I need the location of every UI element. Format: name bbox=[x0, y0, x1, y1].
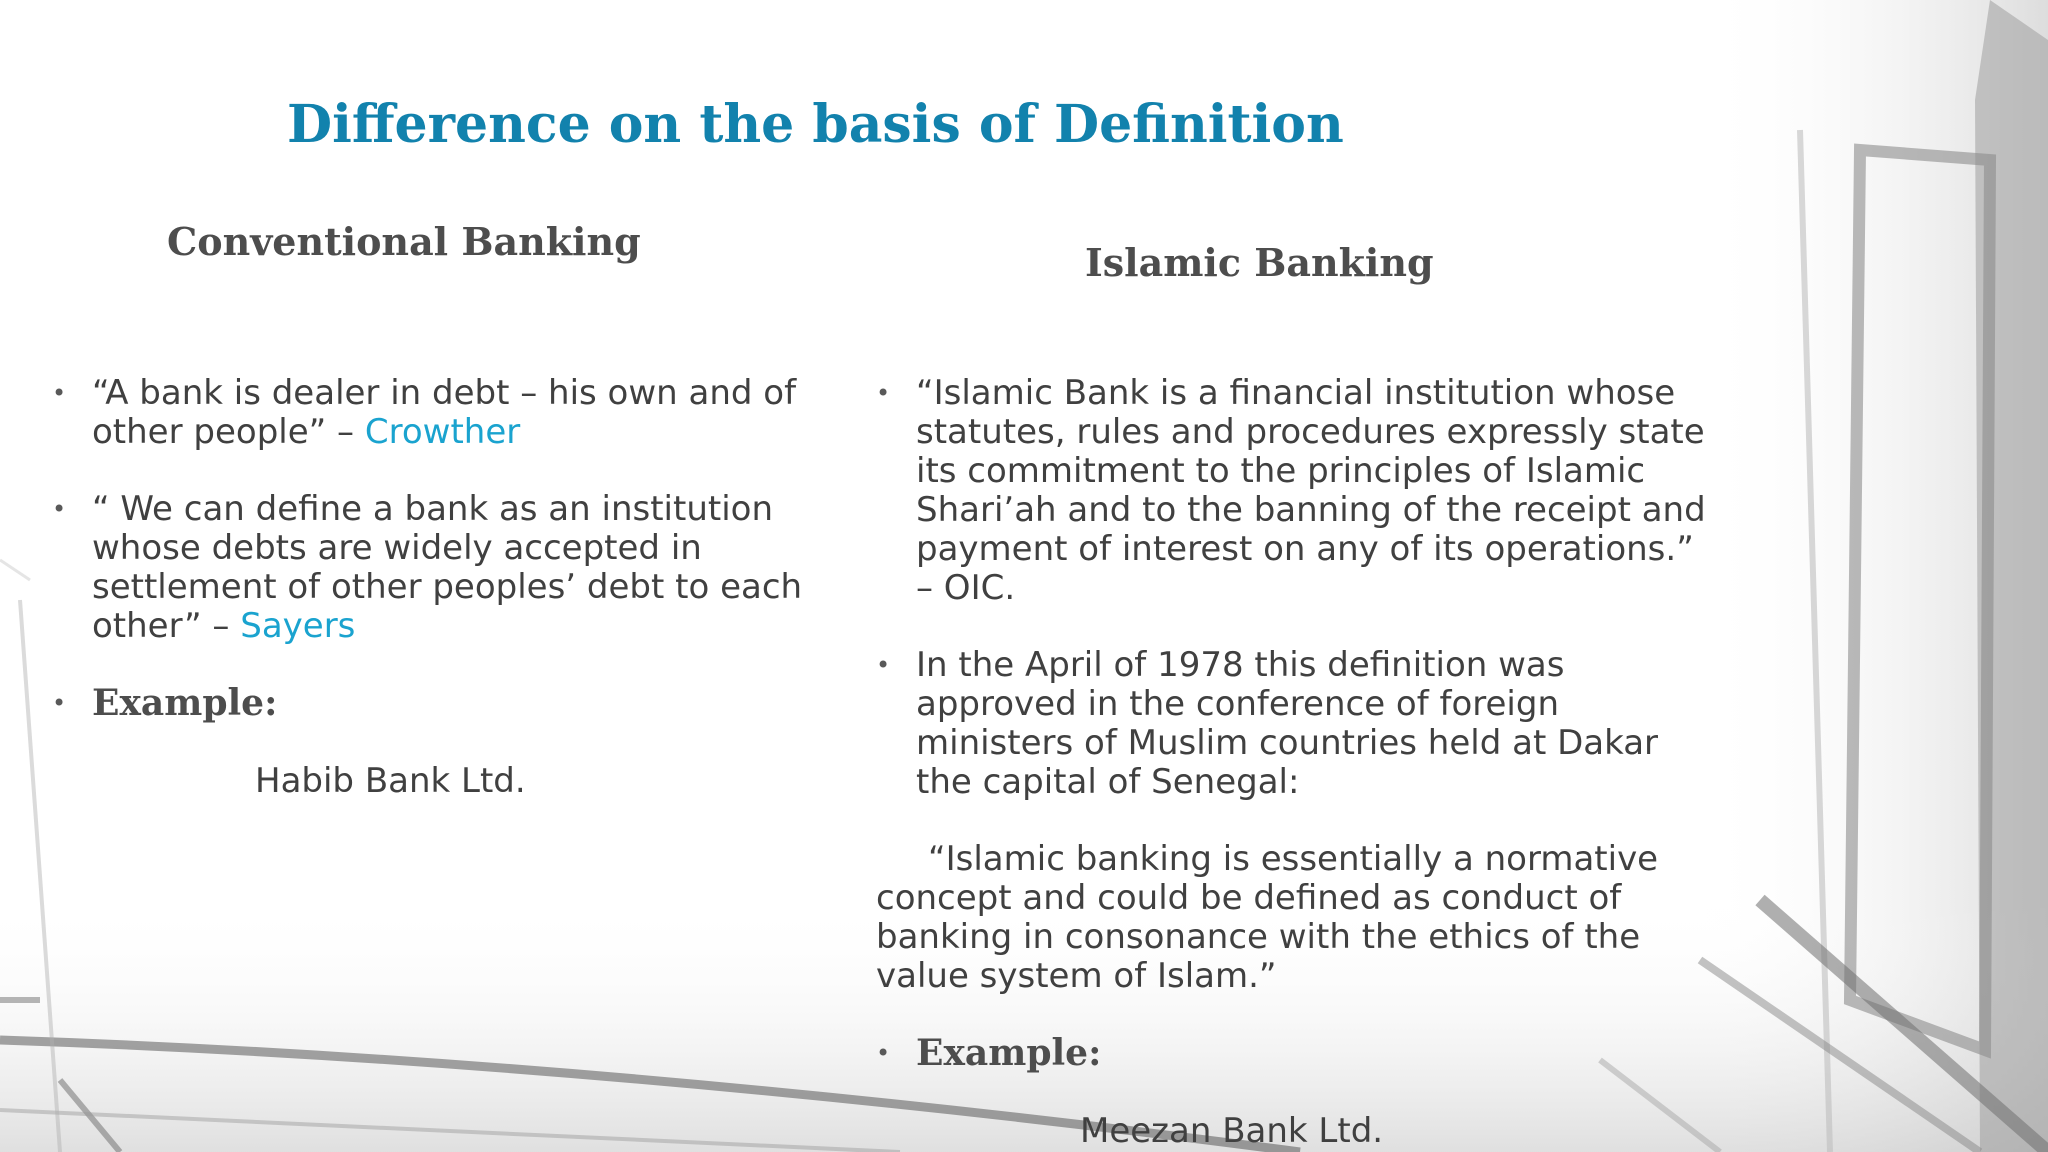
quote-text: “Islamic banking is essentially a normative concept and could be defined as conduct of banking in consonance with the ethics of the value system of Islam.” bbox=[876, 839, 1659, 996]
list-item bbox=[876, 374, 1706, 608]
example-value: Habib Bank Ltd. bbox=[255, 761, 526, 801]
list-item bbox=[52, 374, 812, 452]
definition-text: “Islamic Bank is a financial institution whose statutes, rules and procedures expressly state its commitment to the principles of Islamic Shari’ah and to the banning of the receipt and payment of interest on any of its operations.” – OIC. bbox=[916, 373, 1706, 608]
bullet-icon: • bbox=[52, 379, 67, 407]
conventional-definitions-list bbox=[52, 374, 812, 801]
list-item bbox=[52, 684, 812, 724]
bullet-icon: • bbox=[52, 689, 67, 717]
islamic-definitions-list bbox=[876, 374, 1706, 1151]
definition-text: “A bank is dealer in debt – his own and of other people” – bbox=[92, 373, 797, 452]
example-value: Meezan Bank Ltd. bbox=[1080, 1111, 1384, 1151]
list-item bbox=[52, 490, 812, 646]
list-item bbox=[876, 1034, 1706, 1074]
definition-source: Sayers bbox=[240, 606, 356, 646]
list-item bbox=[876, 646, 1706, 802]
bullet-icon: • bbox=[52, 495, 67, 523]
definition-text: “ We can define a bank as an institution whose debts are widely accepted in settlement of other peoples’ debt to each other” – bbox=[92, 489, 803, 646]
example-label: Example: bbox=[916, 1032, 1102, 1074]
slide-title: Difference on the basis of Definition bbox=[287, 94, 1344, 155]
definition-source: Crowther bbox=[364, 412, 521, 452]
bullet-icon: • bbox=[876, 1039, 891, 1067]
bullet-icon: • bbox=[876, 379, 891, 407]
conventional-banking-heading: Conventional Banking bbox=[167, 219, 641, 264]
example-label: Example: bbox=[92, 682, 278, 724]
bullet-icon: • bbox=[876, 651, 891, 679]
definition-text: In the April of 1978 this definition was approved in the conference of foreign ministers of Muslim countries held at Dakar the capital of Senegal: bbox=[916, 645, 1659, 802]
quote-paragraph bbox=[876, 840, 1706, 996]
islamic-banking-heading: Islamic Banking bbox=[1085, 240, 1434, 285]
